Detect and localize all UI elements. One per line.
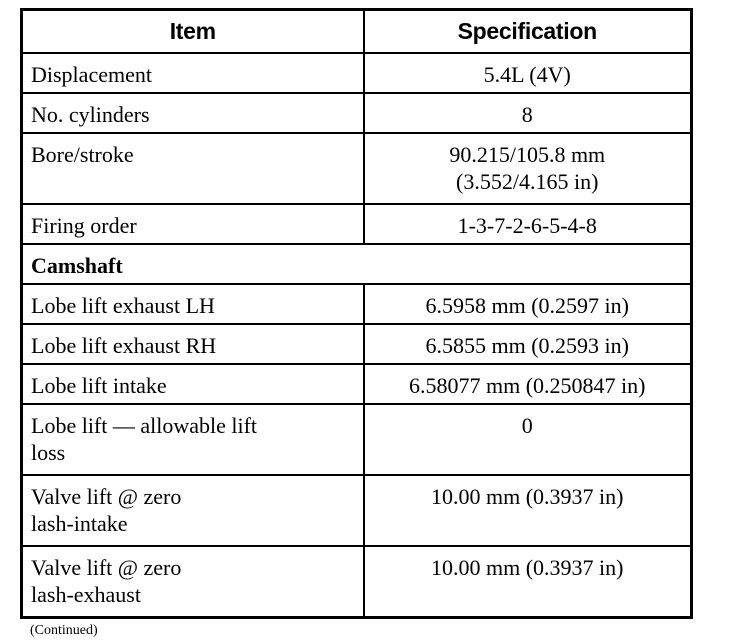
section-header-camshaft: Camshaft [22,244,692,284]
table-row [22,53,692,93]
spec-text: 0 [521,413,533,438]
item-cell [22,324,364,364]
spec-cell [364,284,692,324]
item-cell [22,284,364,324]
spec-text: (3.552/4.165 in) [456,169,599,194]
item-text: Displacement [31,62,152,87]
spec-text: 1-3-7-2-6-5-4-8 [457,213,597,238]
spec-cell [364,204,692,244]
item-text: Valve lift @ zero [31,484,182,509]
item-text: Valve lift @ zero [31,555,182,580]
item-text: No. cylinders [31,102,150,127]
item-cell [22,53,364,93]
continued-note: (Continued) [30,623,98,638]
column-header-item: Item [22,10,364,54]
spec-cell [364,546,692,617]
spec-cell [364,93,692,133]
spec-text: 8 [521,102,533,127]
item-cell [22,546,364,617]
item-text: Lobe lift intake [31,373,167,398]
spec-cell [364,53,692,93]
item-text: Lobe lift exhaust LH [31,293,215,318]
spec-text: 5.4L (4V) [483,62,571,87]
column-header-specification: Specification [364,10,692,54]
spec-text: 90.215/105.8 mm [449,142,606,167]
item-text: Lobe lift — allowable lift [31,413,258,438]
specification-table [20,8,693,619]
spec-cell [364,324,692,364]
item-cell [22,204,364,244]
section-header-row [22,244,692,284]
item-text: Firing order [31,213,137,238]
item-text: Lobe lift exhaust RH [31,333,217,358]
spec-cell [364,404,692,475]
spec-cell [364,364,692,404]
item-text: loss [31,440,66,465]
table-row [22,93,692,133]
spec-text: 6.5958 mm (0.2597 in) [425,293,629,318]
spec-text: 6.5855 mm (0.2593 in) [425,333,629,358]
spec-cell [364,133,692,204]
table-row [22,546,692,617]
item-text: lash-intake [31,511,128,536]
table-row [22,204,692,244]
item-cell [22,404,364,475]
spec-cell [364,475,692,546]
item-text: Bore/stroke [31,142,134,167]
table-row [22,364,692,404]
table-row [22,324,692,364]
item-cell [22,93,364,133]
spec-text: 10.00 mm (0.3937 in) [431,555,624,580]
item-cell [22,364,364,404]
table-row [22,404,692,475]
item-cell [22,133,364,204]
item-text: lash-exhaust [31,582,141,607]
table-row [22,475,692,546]
table-row [22,284,692,324]
item-cell [22,475,364,546]
spec-text: 10.00 mm (0.3937 in) [431,484,624,509]
table-row [22,133,692,204]
spec-text: 6.58077 mm (0.250847 in) [409,373,646,398]
table-header-row [22,10,692,54]
